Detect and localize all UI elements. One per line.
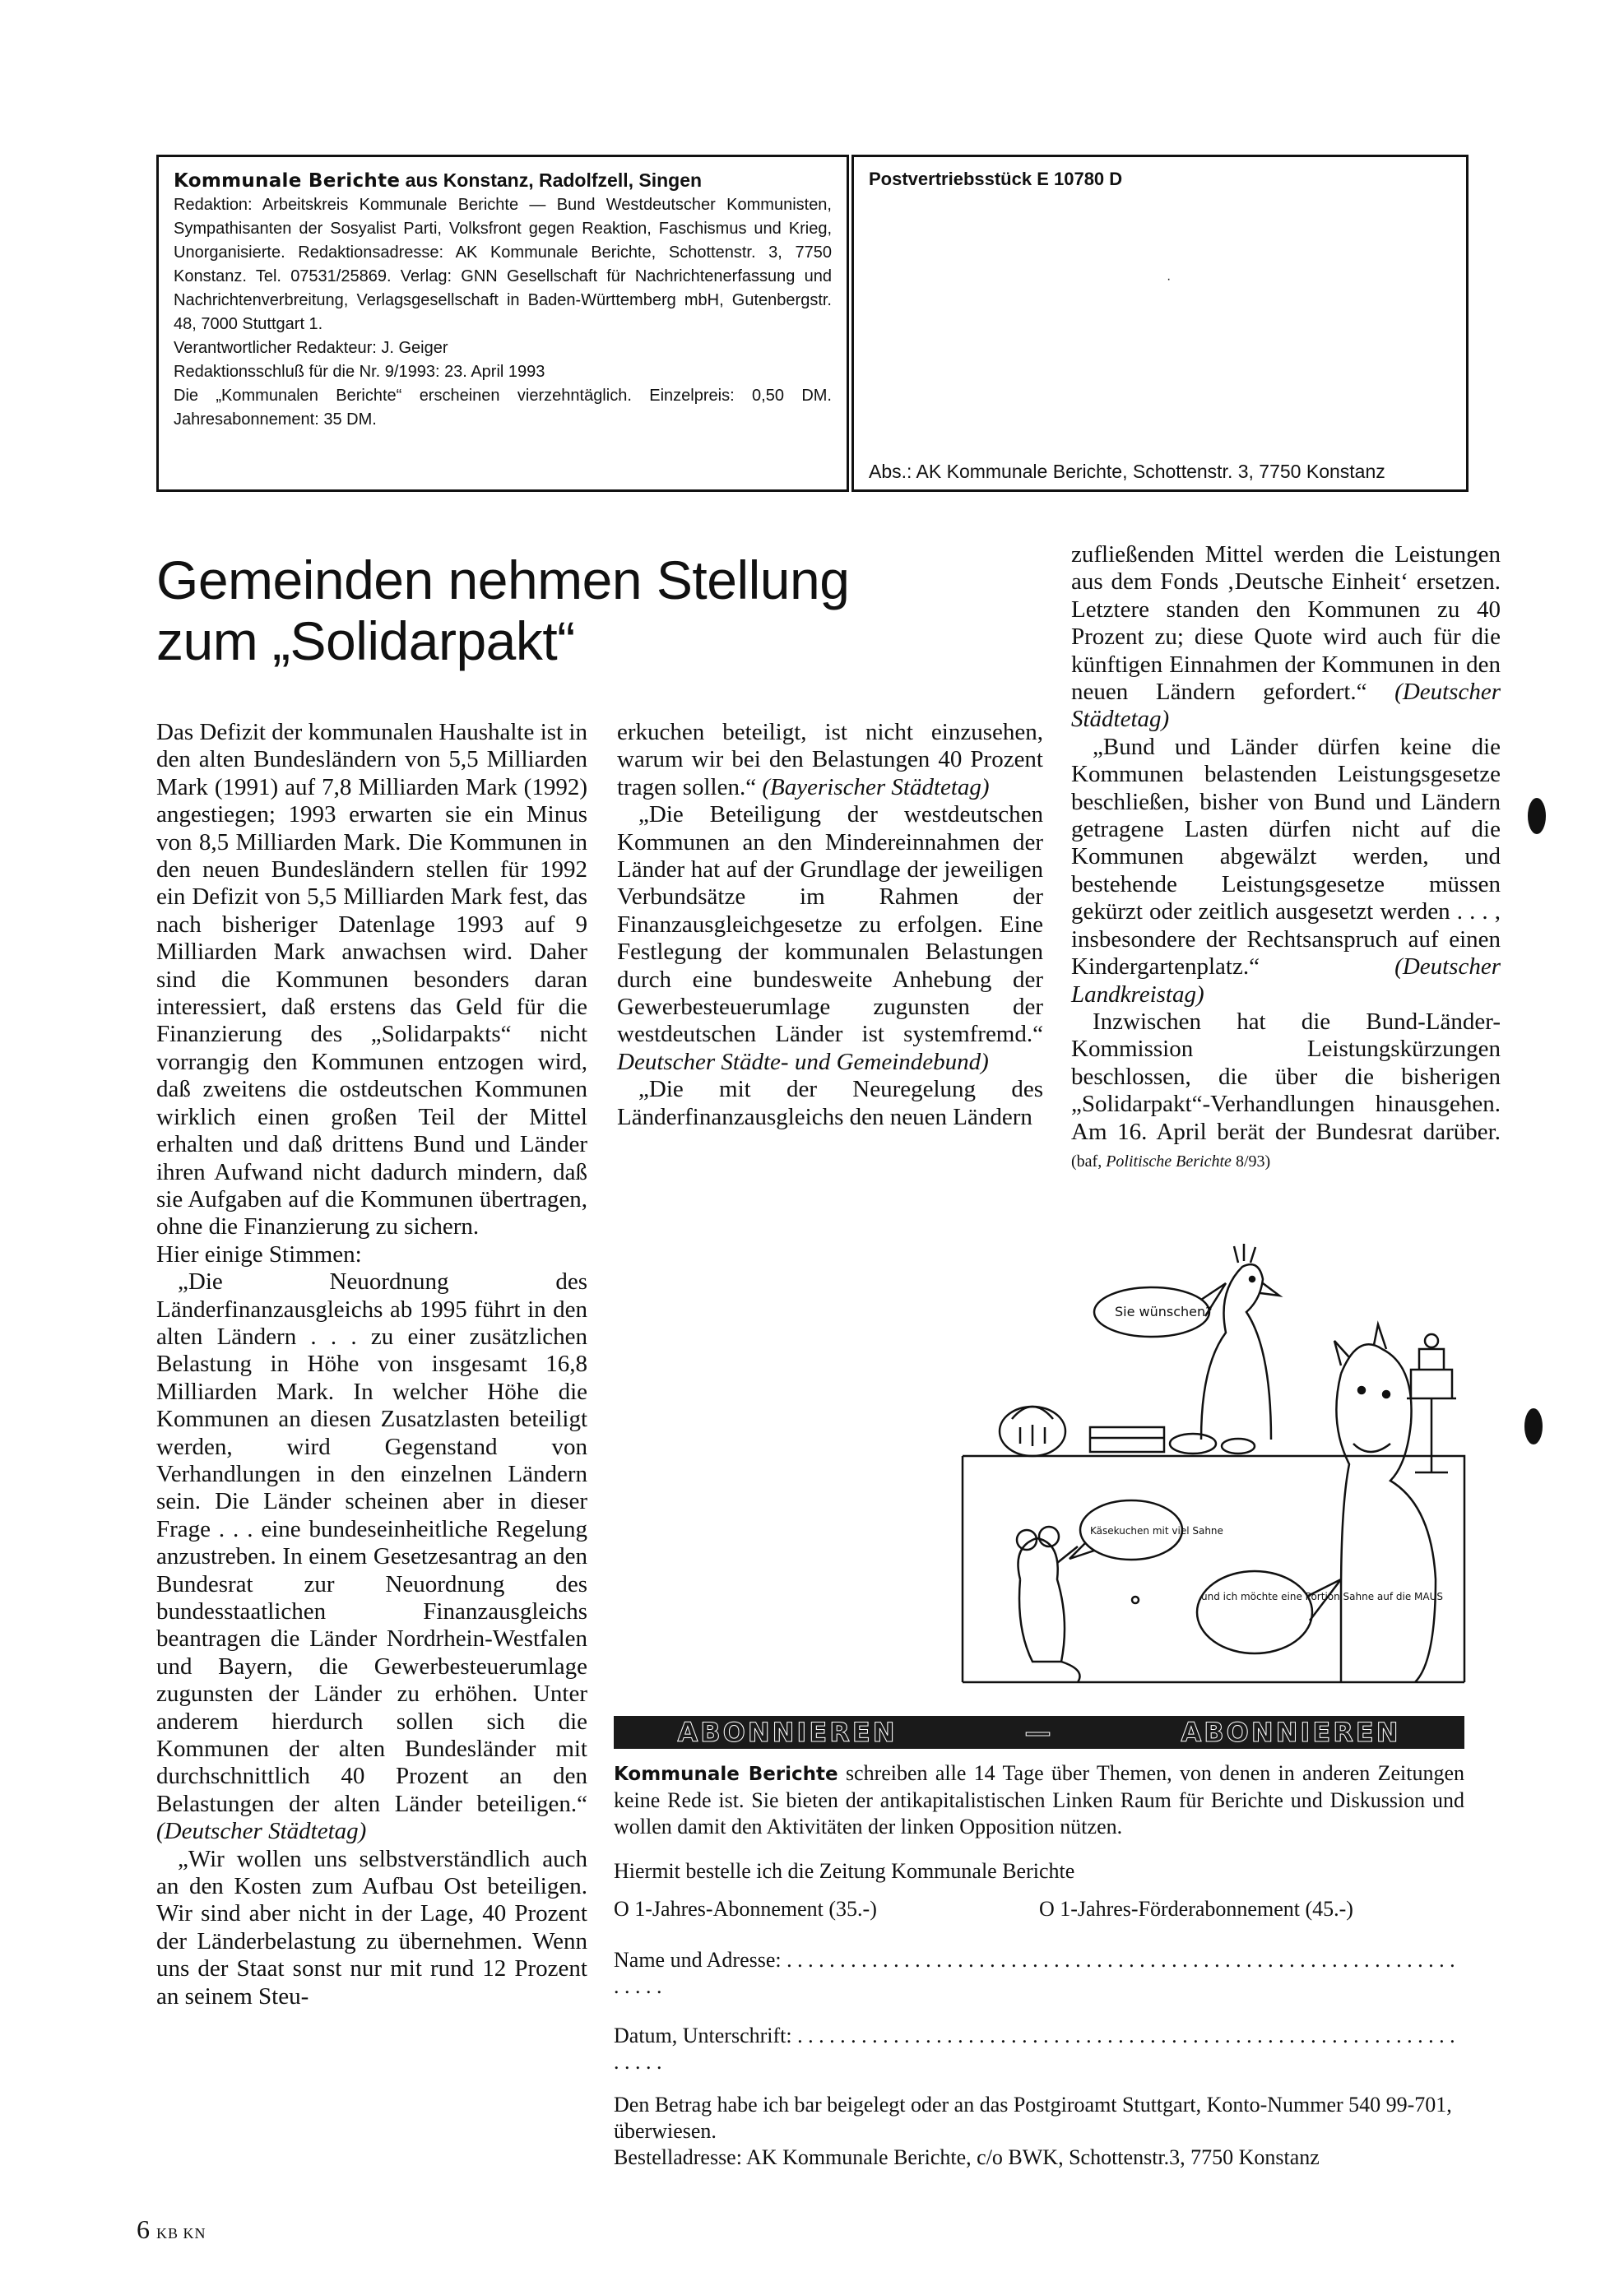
imprint-box <box>156 155 849 492</box>
cake-small <box>1222 1439 1255 1454</box>
quote-text: zufließenden Mittel werden die Leistungen aus dem Fonds ‚Deutsche Einheit‘ ersetzen. Letztere standen den Kommunen zu 40 Prozent zu; diese Quote wird auch für die künftigen Einnahmen der Kommunen in den neuen Ländern gefordert.“ <box>1071 541 1501 706</box>
subscribe-intro <box>614 1760 1464 1840</box>
headline-line-2: zum „Solidarpakt“ <box>156 610 575 671</box>
banner-label-right: ABONNIEREN <box>1181 1717 1401 1748</box>
counter-outline <box>963 1456 1464 1682</box>
reference-source: Politische Berichte <box>1106 1152 1232 1171</box>
bubble-2-text: Käsekuchen mit viel Sahne <box>1090 1525 1223 1537</box>
page-number: 6 <box>137 2214 150 2244</box>
page-footer <box>137 2214 206 2245</box>
article-column-2 <box>617 719 1043 1131</box>
imprint-price: Die „Kommunalen Berichte“ erscheinen vierzehntäglich. Einzelpreis: 0,50 DM. Jahresabonnement: 35 DM. <box>174 387 832 429</box>
banner-label-left: ABONNIEREN <box>677 1717 898 1748</box>
quote-source: (Deutscher Städtetag) <box>1071 679 1501 733</box>
quote-paragraph <box>156 1268 587 1846</box>
subscription-options <box>614 1896 1464 1922</box>
quote-paragraph: „Die mit der Neuregelung des Länderfinanzausgleichs den neuen Ländern <box>617 1076 1043 1130</box>
article-headline <box>156 549 897 671</box>
quote-paragraph <box>617 719 1043 801</box>
punch-hole-mark <box>1524 1408 1543 1444</box>
article-paragraph <box>1071 1008 1501 1175</box>
quote-source: (Deutscher Städtetag) <box>156 1818 367 1845</box>
option-supporter[interactable]: O 1-Jahres-Förderabonnement (45.-) <box>1039 1897 1353 1921</box>
bubble-3-text: und ich möchte eine Portion Sahne auf die MAUS <box>1201 1591 1444 1602</box>
quote-paragraph: „Wir wollen uns selbstverständlich auch an den Kosten zum Aufbau Ost beteiligen. Wir sind aber nicht in der Lage, 40 Prozent der Länderbelastung zu übernehmen. Wenn uns der Staat sonst nur mit rund 12 Prozent an seinem Steu- <box>156 1845 587 2010</box>
subscribe-banner <box>614 1716 1464 1749</box>
headline-line-1: Gemeinden nehmen Stellung <box>156 549 850 610</box>
quote-paragraph <box>1071 541 1501 734</box>
punch-hole-mark <box>1528 798 1546 834</box>
article-reference <box>1071 1152 1270 1171</box>
subscribe-intro-text: schreiben alle 14 Tage über Themen, von denen in anderen Zeitungen keine Rede ist. Sie bieten der antikapitalistischen Linken Raum für Berichte und Diskussion und wollen damit den Aktivitäten der linken Opposition nützen. <box>614 1761 1464 1838</box>
option-annual[interactable]: O 1-Jahres-Abonnement (35.-) <box>614 1897 877 1921</box>
article-paragraph: Das Defizit der kommunalen Haushalte ist in den alten Bundesländern von 5,5 Milliarden Mark (1991) auf 7,8 Milliarden Mark (1992) angestiegen; 1993 erwarten sie ein Minus von 8,5 Milliarden Mark. Die Kommunen in den neuen Bundesländern stellen für 1992 ein Defizit von 5,5 Milliarden Mark fest, das nach bisheriger Datenlage 1993 auf 9 Milliarden Mark anwachsen wird. Daher sind die Kommunen besonders daran interessiert, daß erstens das Geld für die Finanzierung des „Solidarpakts“ nicht vorrangig den Kommunen entzogen wird, daß zweitens die ostdeutschen Kommunen wirklich einen großen Teil der Mittel erhalten und daß drittens Bund und Länder ihren Aufwand nicht dadurch mindern, daß sie Aufgaben auf die Kommunen übertragen, ohne die Finanzierung zu sichern. <box>156 719 587 1240</box>
subscription-form <box>614 1760 1464 2171</box>
quote-text: „Bund und Länder dürfen keine die Kommunen belastenden Leistungsgesetze beschließen, bisher von Bund und Ländern getragene Lasten dürfen nicht auf die Kommunen abgewälzt werden, und bestehende Leistungsgesetze müssen gekürzt oder zeitlich ausgesetzt werden . . . , insbesondere der Rechtsanspruch auf einen Kindergartenplatz.“ <box>1071 733 1501 981</box>
quote-source: (Deutscher Landkreistag) <box>1071 953 1501 1008</box>
imprint-brand-suffix: aus Konstanz, Radolfzell, Singen <box>400 169 703 191</box>
signature-field[interactable]: Datum, Unterschrift: . . . . . . . . . . . . . . . . . . . . . . . . . . . . . . . . . . . . . . . . . . . . . . . . . . . . . . . . . . . . . . . . . . . <box>614 2024 1455 2074</box>
quote-text: erkuchen beteiligt, ist nicht einzusehen, warum wir bei den Belastungen 40 Prozent tragen sollen.“ <box>617 719 1043 800</box>
quote-text: „Die Beteiligung der westdeutschen Kommunen an den Mindereinnahmen der Länder hat auf der Grundlage der jeweiligen Verbundsätze im Rahmen der Finanzausgleichgesetze zu erfolgen. Eine Festlegung der kommunalen Belastungen durch eine bundesweite Anhebung der Gewerbesteuerumlage zugunsten der westdeutschen Länder ist systemfremd.“ <box>617 801 1043 1048</box>
sender-address: Abs.: AK Kommunale Berichte, Schottenstr. 3, 7750 Konstanz <box>869 461 1385 482</box>
imprint-deadline: Redaktionsschluß für die Nr. 9/1993: 23. April 1993 <box>174 363 545 381</box>
banner-dash: — <box>1024 1717 1054 1748</box>
article-column-1 <box>156 719 587 2010</box>
quote-source: Deutscher Städte- und Gemeindebund) <box>617 1048 989 1075</box>
imprint-body: Redaktion: Arbeitskreis Kommunale Berichte — Bund Westdeutscher Kommunisten, Sympathisanten der Sosyalist Parti, Volksfront gegen Reaktion, Faschismus und Krieg, Unorganisierte. Redaktionsadresse: AK Kommunale Berichte, Schottenstr. 3, 7750 Konstanz. Tel. 07531/25869. Verlag: GNN Gesellschaft für Nachrichtenerfassung und Nachrichtenverbreitung, Verlagsgesellschaft in Baden-Württemberg mbH, Gutenbergstr. 48, 7000 Stuttgart 1. <box>174 196 832 333</box>
quote-paragraph <box>617 801 1043 1076</box>
postal-number: Postvertriebsstück E 10780 D <box>869 169 1123 189</box>
speech-bubble-3 <box>1197 1571 1312 1653</box>
closing-text: Inzwischen hat die Bund-Länder-Kommission Leistungskürzungen beschlossen, die über die bisherigen „Solidarpakt“-Verhandlungen hinausgehen. Am 16. April berät der Bundesrat darüber. <box>1071 1008 1501 1145</box>
article-paragraph: Hier einige Stimmen: <box>156 1240 362 1268</box>
cake-round <box>1170 1434 1216 1454</box>
reference-prefix: (baf, <box>1071 1152 1107 1171</box>
order-address: Bestelladresse: AK Kommunale Berichte, c/o BWK, Schottenstr.3, 7750 Konstanz <box>614 2145 1320 2169</box>
quote-text: „Die Neuordnung des Länderfinanzausgleichs ab 1995 führt in den alten Ländern . . . zu einer zusätzlichen Belastung in Höhe von insgesamt 16,8 Milliarden Mark. In welcher Höhe die Kommunen an diesen Zusatzlasten beteiligt werden, wird Gegenstand von Verhandlungen in den einzelnen Ländern sein. Die Länder scheinen aber in dieser Frage . . . eine bundeseinheitliche Regelung anzustreben. In einem Gesetzesantrag an den Bundesrat zur Neuordnung des bundesstaatlichen Finanzausgleichs beantragen die Länder Nordrhein-Westfalen und Bayern, die Gewerbesteuerumlage zugunsten der Länder zu erhöhen. Unter anderem hierdurch sollen sich die Kommunen der alten Bundesländer mit durchschnittlich 40 Prozent an den Belastungen der alten Länder beteiligen.“ <box>156 1268 587 1817</box>
cake-stand <box>1407 1349 1456 1472</box>
name-address-field[interactable]: Name und Adresse: . . . . . . . . . . . . . . . . . . . . . . . . . . . . . . . . . . . . . . . . . . . . . . . . . . . . . . . . . . . . . . . . . . . . <box>614 1948 1455 1998</box>
article-column-3 <box>1071 541 1501 1175</box>
imprint-editor: Verantwortlicher Redakteur: J. Geiger <box>174 339 448 357</box>
bubble-1-text: Sie wünschen? <box>1115 1304 1213 1319</box>
imprint-brand: Kommunale Berichte <box>174 170 401 192</box>
imprint-heading <box>174 169 832 193</box>
payment-note: Den Betrag habe ich bar beigelegt oder an das Postgiroamt Stuttgart, Konto-Nummer 540 99-701, überwiesen. <box>614 2093 1452 2143</box>
mouse-figure <box>1018 1538 1065 1662</box>
subscribe-brand: Kommunale Berichte <box>614 1764 838 1785</box>
quote-paragraph <box>1071 734 1501 1008</box>
order-statement: Hiermit bestelle ich die Zeitung Kommunale Berichte <box>614 1859 1075 1883</box>
cartoon-illustration <box>954 1234 1481 1703</box>
reference-suffix: 8/93) <box>1231 1152 1271 1171</box>
footer-tag: KB KN <box>156 2225 206 2242</box>
quote-source: (Bayerischer Städtetag) <box>762 773 990 800</box>
cake-layer <box>1090 1427 1164 1452</box>
vendor-figure <box>1201 1264 1271 1440</box>
postal-box <box>851 155 1469 492</box>
postal-dot: · <box>1167 272 1172 286</box>
